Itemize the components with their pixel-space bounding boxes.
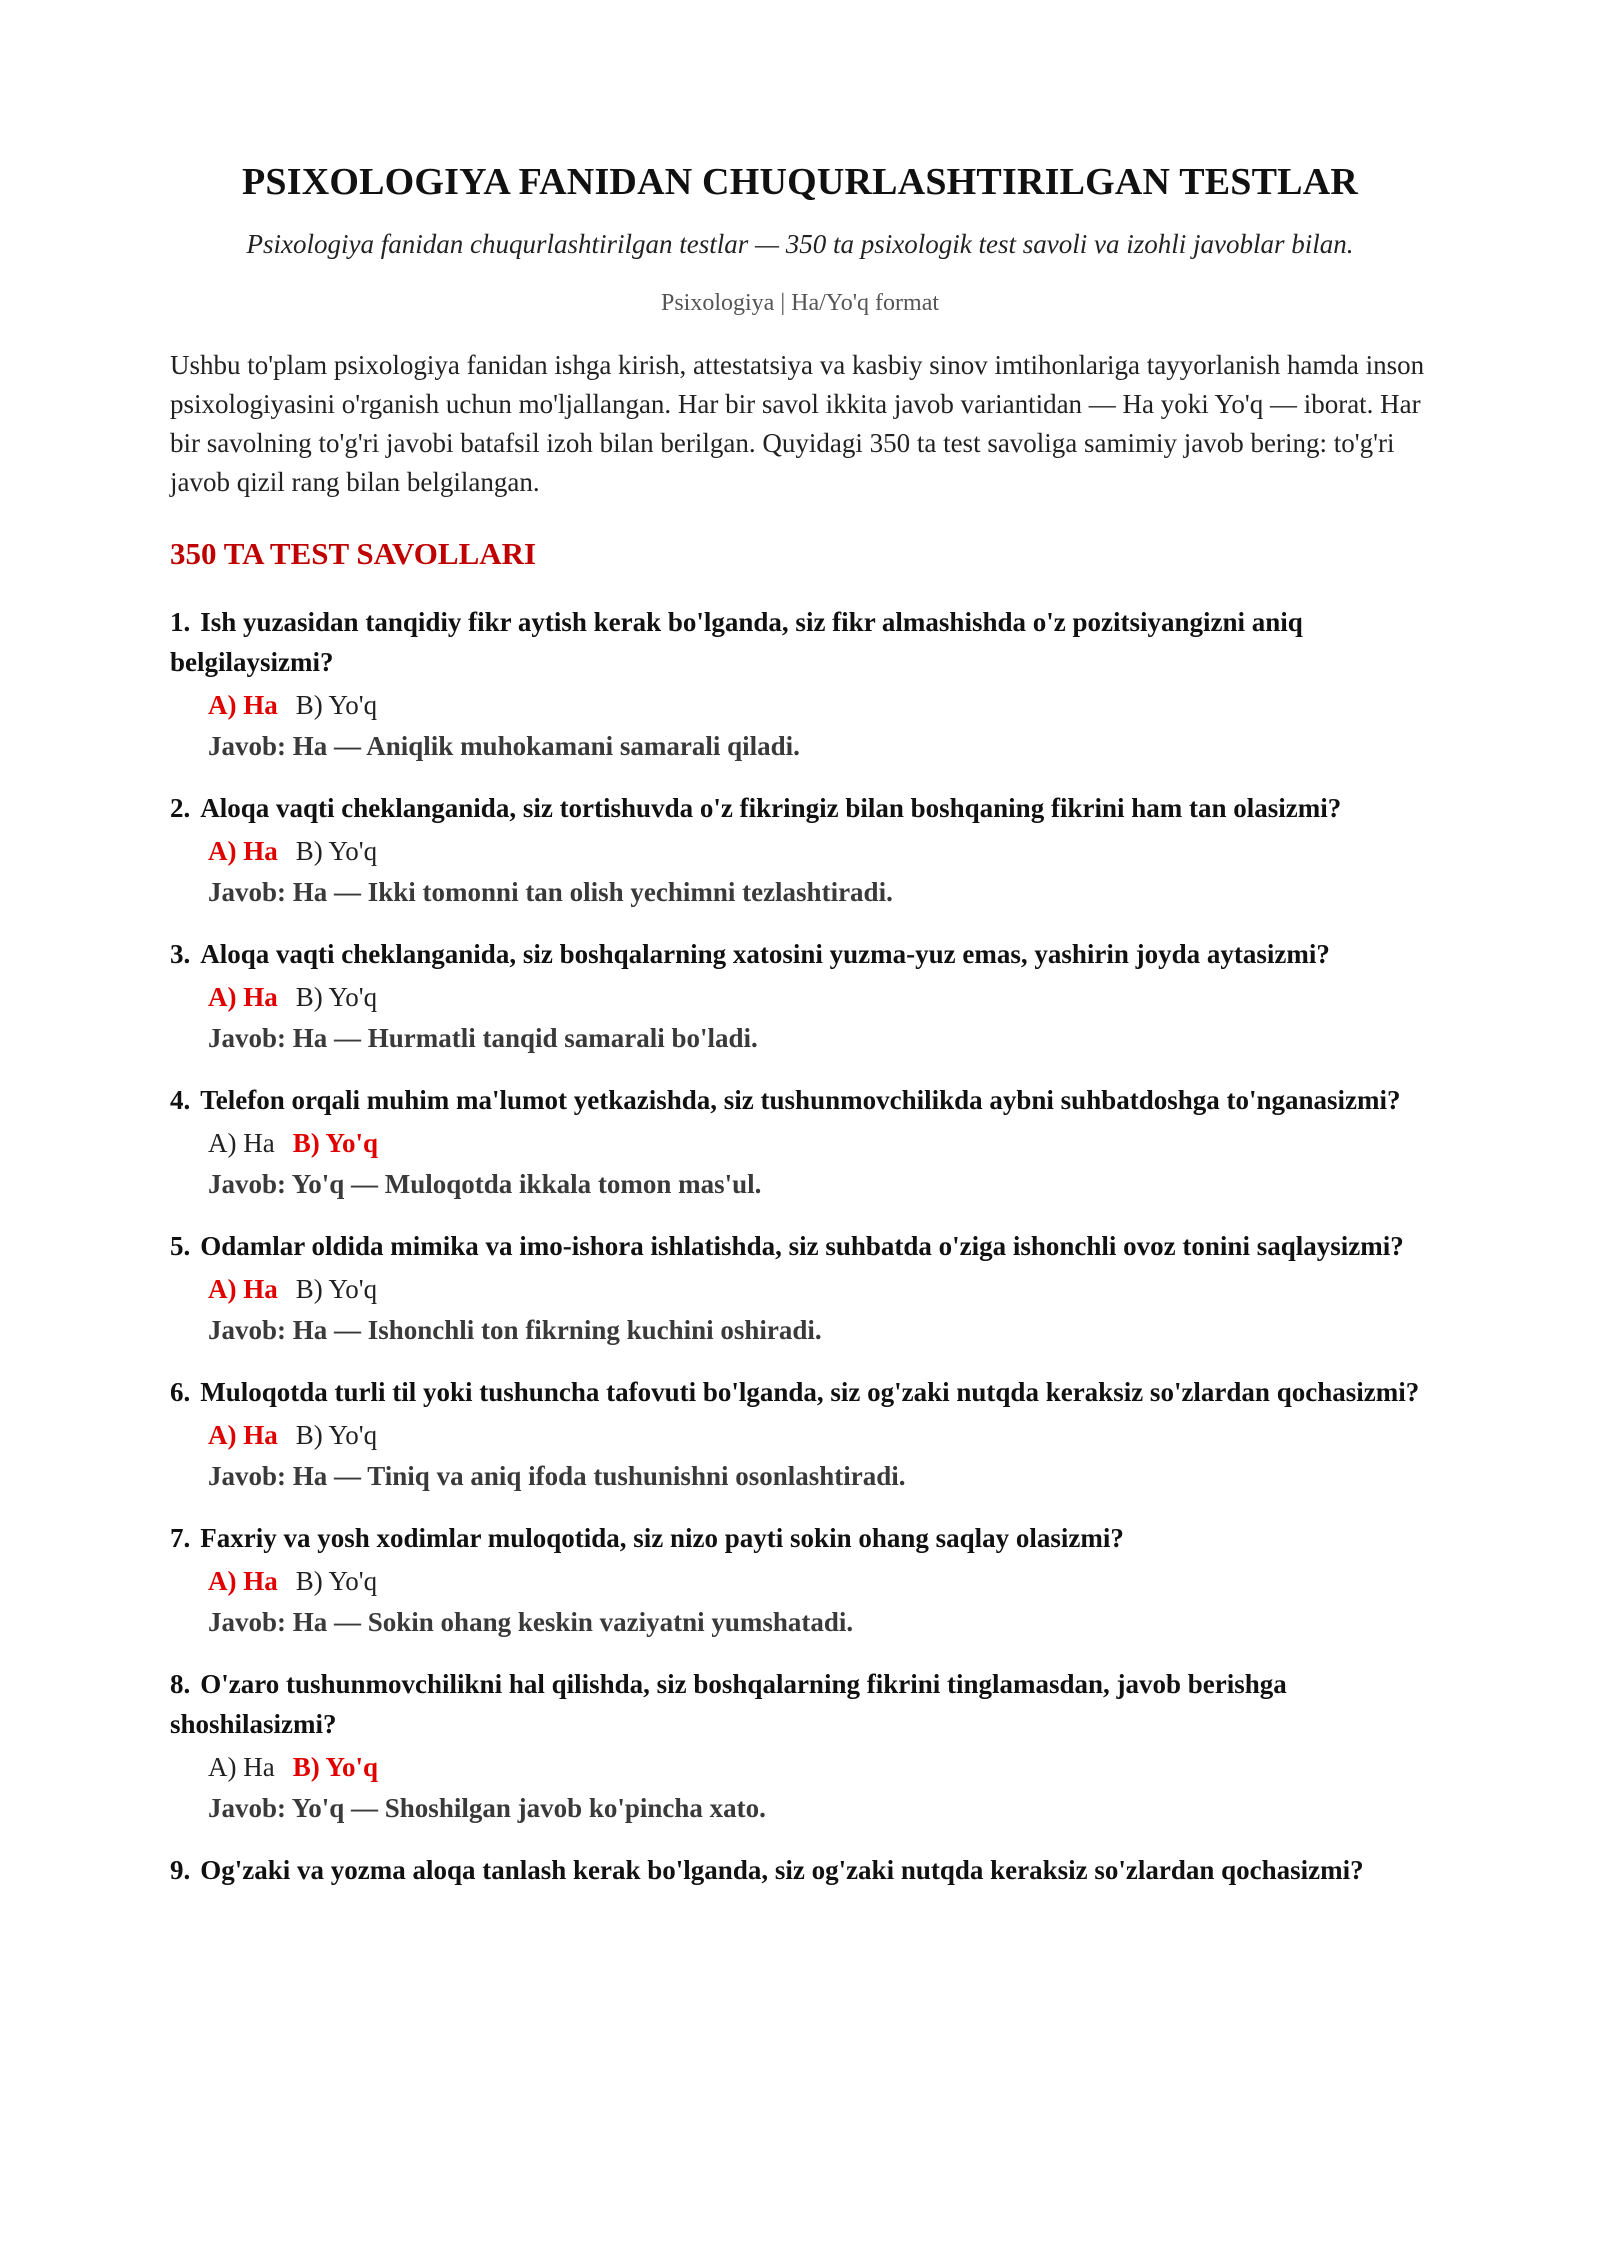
question-text	[170, 1080, 1430, 1120]
option-a[interactable]: A) Ha	[208, 1420, 278, 1450]
question-item	[170, 1080, 1430, 1204]
question-body: Faxriy va yosh xodimlar muloqotida, siz nizo payti sokin ohang saqlay olasizmi?	[200, 1523, 1124, 1553]
option-b[interactable]: B) Yo'q	[295, 1274, 378, 1304]
question-item	[170, 788, 1430, 912]
question-item	[170, 602, 1430, 766]
question-item	[170, 1226, 1430, 1350]
option-b[interactable]: B) Yo'q	[295, 1566, 378, 1596]
question-number: 5.	[170, 1231, 191, 1261]
option-a[interactable]: A) Ha	[208, 1752, 275, 1782]
option-b[interactable]: B) Yo'q	[295, 1420, 378, 1450]
question-body: O'zaro tushunmovchilikni hal qilishda, siz boshqalarning fikrini tinglamasdan, javob berishga shoshilasizmi?	[170, 1669, 1287, 1739]
question-number: 1.	[170, 607, 191, 637]
answer-options	[170, 1746, 1430, 1788]
question-text	[170, 1226, 1430, 1266]
question-number: 3.	[170, 939, 191, 969]
section-heading: 350 TA TEST SAVOLLARI	[170, 536, 537, 571]
question-text	[170, 788, 1430, 828]
question-number: 6.	[170, 1377, 191, 1407]
option-b[interactable]: B) Yo'q	[292, 1128, 379, 1158]
option-a[interactable]: A) Ha	[208, 836, 278, 866]
answer-explanation: Javob: Ha — Ikki tomonni tan olish yechimni tezlashtiradi.	[208, 877, 893, 907]
question-item	[170, 1372, 1430, 1496]
answer-options	[170, 830, 1430, 872]
answer-options	[170, 684, 1430, 726]
question-item	[170, 1850, 1430, 1890]
question-body: Ish yuzasidan tanqidiy fikr aytish kerak bo'lganda, siz fikr almashishda o'z pozitsiyangizni aniq belgilaysizmi?	[170, 607, 1303, 677]
answer-explanation: Javob: Ha — Ishonchli ton fikrning kuchini oshiradi.	[208, 1315, 822, 1345]
question-body: Telefon orqali muhim ma'lumot yetkazishda, siz tushunmovchilikda aybni suhbatdoshga to'nganasizmi?	[200, 1085, 1401, 1115]
question-text	[170, 1518, 1430, 1558]
answer-explanation: Javob: Ha — Aniqlik muhokamani samarali qiladi.	[208, 731, 800, 761]
question-body: Og'zaki va yozma aloqa tanlash kerak bo'lganda, siz og'zaki nutqda keraksiz so'zlardan qochasizmi?	[200, 1855, 1364, 1885]
option-b[interactable]: B) Yo'q	[295, 836, 378, 866]
page-title: PSIXOLOGIYA FANIDAN CHUQURLASHTIRILGAN TESTLAR	[241, 161, 1358, 203]
option-a[interactable]: A) Ha	[208, 690, 278, 720]
option-a[interactable]: A) Ha	[208, 1566, 278, 1596]
page-subtitle: Psixologiya fanidan chuqurlashtirilgan testlar — 350 ta psixologik test savoli va izohli javoblar bilan.	[246, 229, 1354, 259]
question-text	[170, 602, 1430, 682]
question-text	[170, 1850, 1430, 1890]
answer-explanation: Javob: Ha — Sokin ohang keskin vaziyatni yumshatadi.	[208, 1607, 854, 1637]
question-text	[170, 1372, 1430, 1412]
option-a[interactable]: A) Ha	[208, 1274, 278, 1304]
question-list	[170, 602, 1430, 1890]
answer-options	[170, 1122, 1430, 1164]
question-body: Aloqa vaqti cheklanganida, siz boshqalarning xatosini yuzma-yuz emas, yashirin joyda aytasizmi?	[200, 939, 1330, 969]
option-a[interactable]: A) Ha	[208, 1128, 275, 1158]
answer-options	[170, 976, 1430, 1018]
question-number: 7.	[170, 1523, 191, 1553]
option-b[interactable]: B) Yo'q	[292, 1752, 379, 1782]
option-a[interactable]: A) Ha	[208, 982, 278, 1012]
question-text	[170, 1664, 1430, 1744]
question-number: 9.	[170, 1855, 191, 1885]
question-item	[170, 1664, 1430, 1828]
question-item	[170, 1518, 1430, 1642]
intro-paragraph: Ushbu to'plam psixologiya fanidan ishga kirish, attestatsiya va kasbiy sinov imtihonlariga tayyorlanish hamda inson psixologiyasini o'rganish uchun mo'ljallangan. Har bir savol ikkita javob variantidan — Ha yoki Yo'q — iborat. Har bir savolning to'g'ri javobi batafsil izoh bilan berilgan. Quyidagi 350 ta test savoliga samimiy javob bering: to'g'ri javob qizil rang bilan belgilangan.	[170, 350, 1425, 497]
answer-explanation: Javob: Ha — Hurmatli tanqid samarali bo'ladi.	[208, 1023, 758, 1053]
question-number: 2.	[170, 793, 191, 823]
answer-options	[170, 1268, 1430, 1310]
option-b[interactable]: B) Yo'q	[295, 690, 378, 720]
answer-explanation: Javob: Ha — Tiniq va aniq ifoda tushunishni osonlashtiradi.	[208, 1461, 906, 1491]
question-body: Muloqotda turli til yoki tushuncha tafovuti bo'lganda, siz og'zaki nutqda keraksiz so'zlardan qochasizmi?	[200, 1377, 1420, 1407]
question-number: 8.	[170, 1669, 191, 1699]
question-number: 4.	[170, 1085, 191, 1115]
question-body: Odamlar oldida mimika va imo-ishora ishlatishda, siz suhbatda o'ziga ishonchli ovoz tonini saqlaysizmi?	[200, 1231, 1404, 1261]
question-item	[170, 934, 1430, 1058]
question-body: Aloqa vaqti cheklanganida, siz tortishuvda o'z fikringiz bilan boshqaning fikrini ham tan olasizmi?	[200, 793, 1342, 823]
answer-explanation: Javob: Yo'q — Shoshilgan javob ko'pincha xato.	[208, 1793, 766, 1823]
question-text	[170, 934, 1430, 974]
answer-explanation: Javob: Yo'q — Muloqotda ikkala tomon mas'ul.	[208, 1169, 762, 1199]
answer-options	[170, 1414, 1430, 1456]
answer-options	[170, 1560, 1430, 1602]
category-meta: Psixologiya | Ha/Yo'q format	[660, 290, 940, 316]
option-b[interactable]: B) Yo'q	[295, 982, 378, 1012]
